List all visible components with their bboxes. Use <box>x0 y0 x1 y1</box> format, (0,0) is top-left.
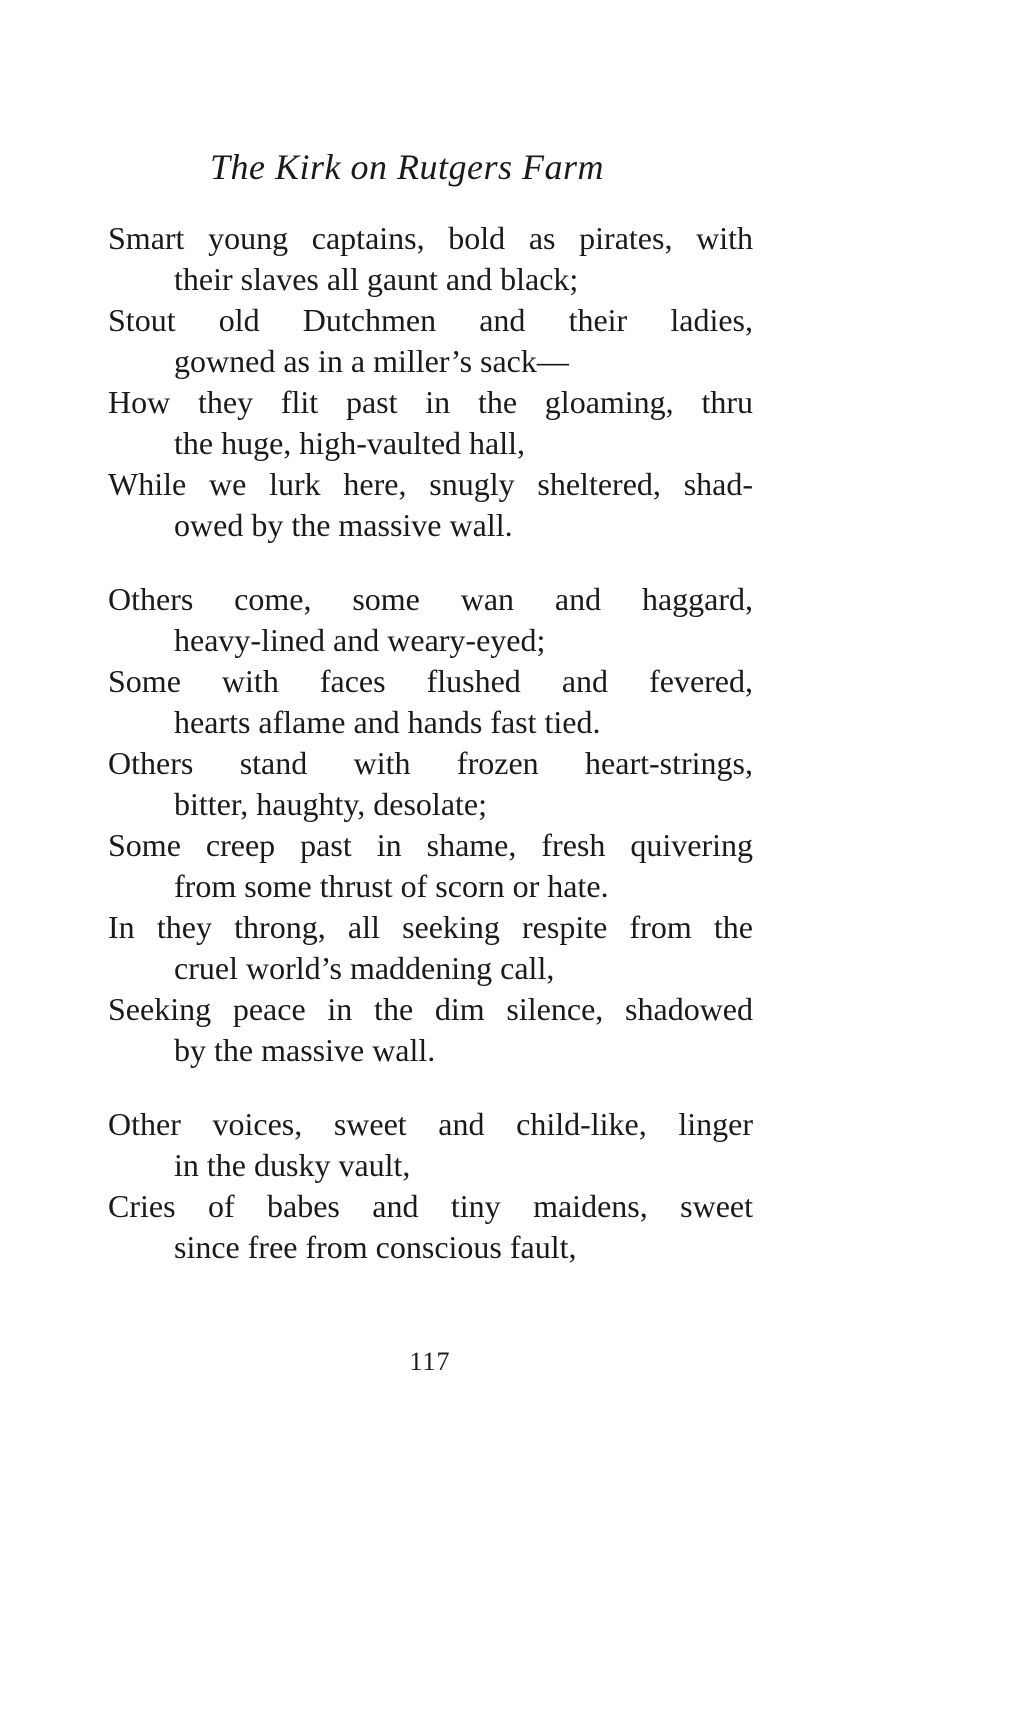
page-number: 117 <box>409 1347 451 1376</box>
verse-line: Seeking peace in the dim silence, shadowed <box>108 991 753 1027</box>
verse-line: Others come, some wan and haggard, <box>108 581 753 617</box>
verse-line-continuation: by the massive wall. <box>174 1032 436 1068</box>
verse-line: Some creep past in shame, fresh quivering <box>108 827 753 863</box>
verse-line: Other voices, sweet and child-like, linger <box>108 1106 753 1142</box>
running-head: The Kirk on Rutgers Farm <box>210 147 604 187</box>
verse-line-continuation: bitter, haughty, desolate; <box>174 786 487 822</box>
stanza-2 <box>108 579 753 1071</box>
verse-line: Some with faces flushed and fevered, <box>108 663 753 699</box>
verse-line-continuation: hearts aflame and hands fast tied. <box>174 704 601 740</box>
verse-line-continuation: heavy-lined and weary-eyed; <box>174 622 546 658</box>
verse-line: Others stand with frozen heart-strings, <box>108 745 753 781</box>
verse-line-continuation: since free from conscious fault, <box>174 1229 577 1265</box>
poem-body <box>108 218 753 1268</box>
stanza-break <box>108 546 753 579</box>
verse-line: Stout old Dutchmen and their ladies, <box>108 302 753 338</box>
verse-line-continuation: owed by the massive wall. <box>174 507 513 543</box>
stanza-break <box>108 1071 753 1104</box>
verse-line-continuation: their slaves all gaunt and black; <box>174 261 579 297</box>
verse-line: While we lurk here, snugly sheltered, shad- <box>108 466 753 502</box>
verse-line-continuation: in the dusky vault, <box>174 1147 411 1183</box>
verse-line: Smart young captains, bold as pirates, with <box>108 220 753 256</box>
stanza-1 <box>108 218 753 546</box>
verse-line: In they throng, all seeking respite from the <box>108 909 753 945</box>
verse-line: Cries of babes and tiny maidens, sweet <box>108 1188 753 1224</box>
verse-line-continuation: from some thrust of scorn or hate. <box>174 868 609 904</box>
verse-line: How they flit past in the gloaming, thru <box>108 384 753 420</box>
verse-line-continuation: the huge, high-vaulted hall, <box>174 425 526 461</box>
verse-line-continuation: cruel world’s maddening call, <box>174 950 555 986</box>
stanza-3 <box>108 1104 753 1268</box>
verse-line-continuation: gowned as in a miller’s sack— <box>174 343 569 379</box>
